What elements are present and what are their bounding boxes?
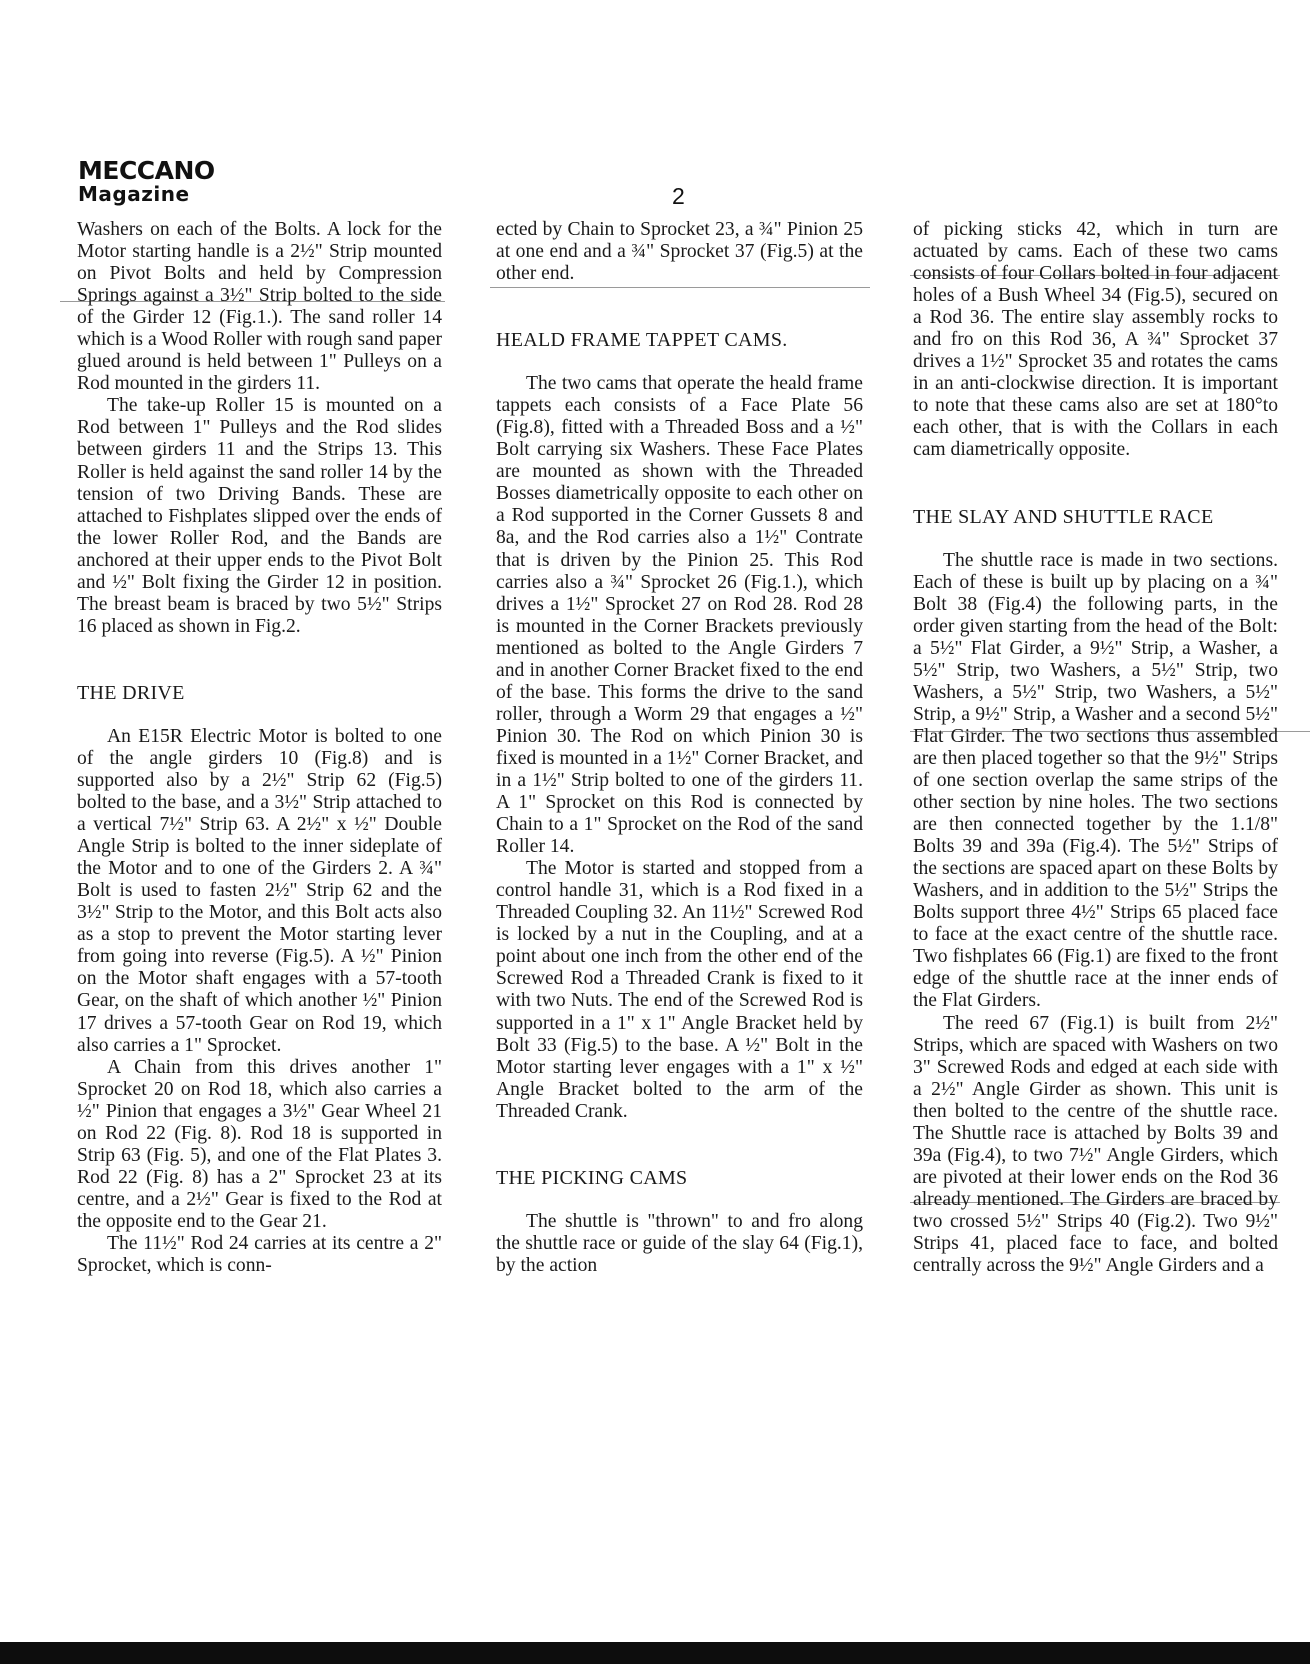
paragraph: The Motor is started and stopped from a control handle 31, which is a Rod fixed in a Threaded Coupling 32. An 11½" Screwed Rod is locked by a nut in the Coupling, and at a point about one inch from the other end of the Screwed Rod a Threaded Crank is fixed to it with two Nuts. The end of the Screwed Rod is supported in a 1" x 1" Angle Bracket held by Bolt 33 (Fig.5) to the base. A ½" Bolt in the Motor starting lever engages with a 1" x ½" Angle Bracket bolted to the arm of the Threaded Crank. [496, 858, 863, 1122]
section-heading-slay-shuttle: THE SLAY AND SHUTTLE RACE [913, 505, 1214, 528]
section-heading-picking-cams: THE PICKING CAMS [496, 1166, 688, 1189]
paragraph: The reed 67 (Fig.1) is built from 2½" Strips, which are spaced with Washers on two 3" Screwed Rods and edged at each side with a 2½" Angle Girder as shown. This unit is then bolted to the centre of the shuttle race. The Shuttle race is attached by Bolts 39 and 39a (Fig.4), to two 7½" Angle Girders, which are pivoted at their lower ends on the Rod 36 already mentioned. The Girders are braced by two crossed 5½" Strips 40 (Fig.2). Two 9½" Strips 41, placed face to face, and bolted centrally across the 9½" Angle Girders and a [913, 1012, 1278, 1277]
masthead [78, 158, 215, 204]
section-heading-heald-frame: HEALD FRAME TAPPET CAMS. [496, 329, 788, 352]
paragraph: The shuttle is "thrown" to and fro along the shuttle race or guide of the slay 64 (Fig.1), by the action [496, 1210, 863, 1276]
section-heading-drive: THE DRIVE [77, 681, 185, 704]
text-column-2 [496, 219, 863, 1277]
paragraph: The 11½" Rod 24 carries at its centre a 2" Sprocket, which is conn- [77, 1232, 442, 1277]
paragraph: The two cams that operate the heald frame tappets each consists of a Face Plate 56 (Fig.8), fitted with a Threaded Boss and a ½" Bolt carrying six Washers. These Face Plates are mounted as shown with the Threaded Bosses diametrically opposite to each other on a Rod supported in the Corner Gussets 8 and 8a, and the Rod carries also a 1½" Contrate that is driven by the Pinion 25. This Rod carries also a ¾" Sprocket 26 (Fig.1.), which drives a 1½" Sprocket 27 on Rod 28. Rod 28 is mounted in the Corner Brackets previously mentioned as bolted to the Angle Girders 7 and in another Corner Bracket fixed to the end of the base. This forms the drive to the sand roller, through a Worm 29 that engages a ½" Pinion 30. The Rod on which Pinion 30 is fixed is mounted in a 1½" Corner Bracket, and in a 1½" Strip bolted to one of the girders 11. A 1" Sprocket on this Rod is connected by Chain to a 1" Sprocket on the Rod of the sand Roller 14. [496, 373, 863, 858]
masthead-subtitle: Magazine [78, 182, 190, 206]
text-column-3 [913, 219, 1278, 1277]
paragraph: The shuttle race is made in two sections. Each of these is built up by placing on a ¾" Bolt 38 (Fig.4) the following parts, in the order given starting from the head of the Bolt: a 5½" Flat Girder, a 9½" Strip, a Washer, a 5½" Strip, two Washers, a 5½" Strip, two Washers, a 5½" Strip, two Washers, a 5½" Strip, a 9½" Strip, a Washer and a second 5½" Flat Girder. The two sections thus assembled are then placed together so that the 9½" Strips of one section overlap the same strips of the other section by nine holes. The two sections are then connected together by the 1.1/8" Bolts 39 and 39a (Fig.4). The 5½" Strips of the sections are spaced apart on these Bolts by Washers, and in addition to the 5½" Strips the Bolts support three 4½" Strips 65 placed face to face at the exact centre of the shuttle race. Two fishplates 66 (Fig.1) are fixed to the front edge of the shuttle race at the inner ends of the Flat Girders. [913, 549, 1278, 1012]
paragraph: ected by Chain to Sprocket 23, a ¾" Pinion 25 at one end and a ¾" Sprocket 37 (Fig.5) at the other end. [496, 219, 863, 285]
paragraph: An E15R Electric Motor is bolted to one of the angle girders 10 (Fig.8) and is supported also by a 2½" Strip 62 (Fig.5) bolted to the base, and a 3½" Strip attached to a vertical 7½" Strip 63. A 2½" x ½" Double Angle Strip is bolted to the inner sideplate of the Motor and to one of the Girders 2. A ¾" Bolt is used to fasten 2½" Strip 62 and the 3½" Strip to the Motor, and this Bolt acts also as a stop to prevent the Motor starting lever from going into reverse (Fig.5). A ½" Pinion on the Motor shaft engages with a 57-tooth Gear, on the shaft of which another ½" Pinion 17 drives a 57-tooth Gear on Rod 19, which also carries a 1" Sprocket. [77, 725, 442, 1056]
paragraph: of picking sticks 42, which in turn are actuated by cams. Each of these two cams consists of four Collars bolted in four adjacent holes of a Bush Wheel 34 (Fig.5), secured on a Rod 36. The entire slay assembly rocks to and fro on this Rod 36, A ¾" Sprocket 37 drives a 1½" Sprocket 35 and rotates the cams in an anti-clockwise direction. It is important to note that these cams also are set at 180°to each other, that is with the Collars in each cam diametrically opposite. [913, 219, 1278, 461]
masthead-title: MECCANO [78, 156, 215, 185]
page-number: 2 [672, 183, 685, 209]
paragraph: Washers on each of the Bolts. A lock for the Motor starting handle is a 2½" Strip mounted on Pivot Bolts and held by Compression Springs against a 3½" Strip bolted to the side of the Girder 12 (Fig.1.). The sand roller 14 which is a Wood Roller with rough sand paper glued around is held between 1" Pulleys on a Rod mounted in the girders 11. [77, 219, 442, 395]
text-column-1 [77, 219, 442, 1277]
paragraph: A Chain from this drives another 1" Sprocket 20 on Rod 18, which also carries a ½" Pinion that engages a 3½" Gear Wheel 21 on Rod 22 (Fig. 8). Rod 18 is supported in Strip 63 (Fig. 5), and one of the Flat Plates 3. Rod 22 (Fig. 8) has a 2" Sprocket 23 at its centre, and a 2½" Gear is fixed to the Rod at the opposite end to the Gear 21. [77, 1056, 442, 1232]
paragraph: The take-up Roller 15 is mounted on a Rod between 1" Pulleys and the Rod slides between girders 11 and the Strips 13. This Roller is held against the sand roller 14 by the tension of two Driving Bands. These are attached to Fishplates slipped over the ends of the lower Roller Rod, and the Bands are anchored at their upper ends to the Pivot Bolt and ½" Bolt fixing the Girder 12 in position. The breast beam is braced by two 5½" Strips 16 placed as shown in Fig.2. [77, 395, 442, 637]
scan-bottom-edge [0, 1642, 1310, 1664]
